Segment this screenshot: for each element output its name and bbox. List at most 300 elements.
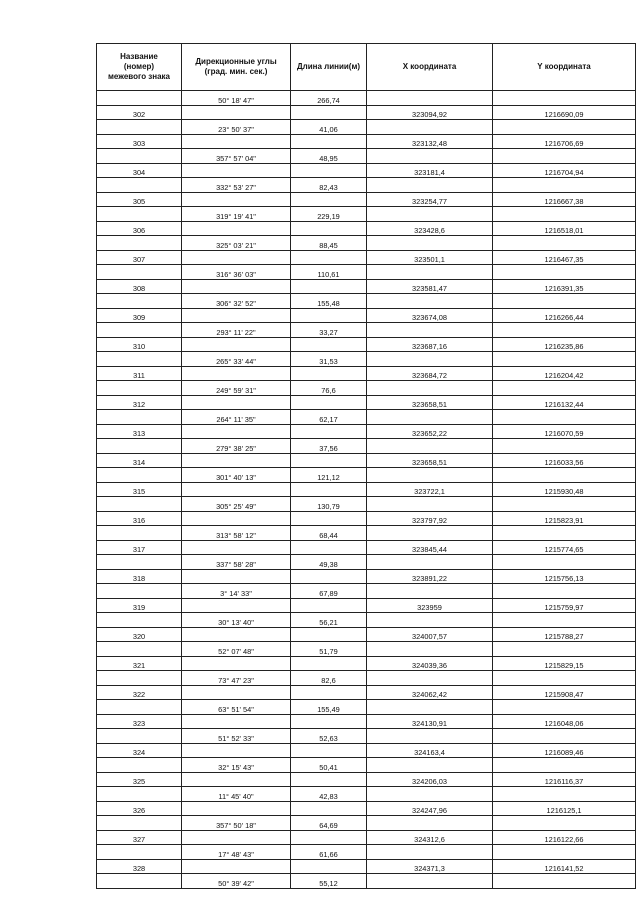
segment-x-cell <box>367 352 493 367</box>
direction-angle: 316° 36' 03" <box>182 265 291 280</box>
segment-point-cell <box>97 787 182 802</box>
segment-point-cell <box>97 178 182 193</box>
point-length-cell <box>291 366 367 381</box>
point-length-cell <box>291 163 367 178</box>
point-id: 309 <box>97 308 182 323</box>
line-length: 229,19 <box>291 207 367 222</box>
segment-row <box>97 642 636 657</box>
segment-point-cell <box>97 845 182 860</box>
segment-point-cell <box>97 323 182 338</box>
x-coordinate: 324371,3 <box>367 859 493 874</box>
segment-y-cell <box>493 323 636 338</box>
point-row <box>97 685 636 700</box>
direction-angle: 249° 59' 31" <box>182 381 291 396</box>
segment-point-cell <box>97 410 182 425</box>
direction-angle: 313° 58' 12" <box>182 526 291 541</box>
segment-y-cell <box>493 816 636 831</box>
x-coordinate: 323845,44 <box>367 540 493 555</box>
point-row <box>97 221 636 236</box>
segment-row <box>97 178 636 193</box>
segment-point-cell <box>97 700 182 715</box>
line-length: 50,41 <box>291 758 367 773</box>
point-row <box>97 540 636 555</box>
segment-y-cell <box>493 294 636 309</box>
segment-row <box>97 91 636 106</box>
point-length-cell <box>291 337 367 352</box>
y-coordinate: 1216048,06 <box>493 714 636 729</box>
point-id: 320 <box>97 627 182 642</box>
point-id: 311 <box>97 366 182 381</box>
x-coordinate: 323687,16 <box>367 337 493 352</box>
point-row <box>97 598 636 613</box>
y-coordinate: 1215823,91 <box>493 511 636 526</box>
segment-row <box>97 294 636 309</box>
point-angle-cell <box>182 801 291 816</box>
point-angle-cell <box>182 511 291 526</box>
point-row <box>97 308 636 323</box>
segment-point-cell <box>97 236 182 251</box>
point-id: 315 <box>97 482 182 497</box>
y-coordinate: 1216467,35 <box>493 250 636 265</box>
point-id: 321 <box>97 656 182 671</box>
x-coordinate: 323959 <box>367 598 493 613</box>
y-coordinate: 1216204,42 <box>493 366 636 381</box>
point-angle-cell <box>182 308 291 323</box>
segment-point-cell <box>97 149 182 164</box>
x-coordinate: 323254,77 <box>367 192 493 207</box>
x-coordinate: 323658,51 <box>367 453 493 468</box>
segment-x-cell <box>367 207 493 222</box>
y-coordinate: 1216690,09 <box>493 105 636 120</box>
segment-row <box>97 729 636 744</box>
point-length-cell <box>291 279 367 294</box>
direction-angle: 17° 48' 43" <box>182 845 291 860</box>
segment-row <box>97 265 636 280</box>
segment-x-cell <box>367 584 493 599</box>
segment-point-cell <box>97 294 182 309</box>
point-length-cell <box>291 685 367 700</box>
line-length: 82,6 <box>291 671 367 686</box>
segment-x-cell <box>367 729 493 744</box>
segment-y-cell <box>493 120 636 135</box>
point-id: 319 <box>97 598 182 613</box>
direction-angle: 3° 14' 33" <box>182 584 291 599</box>
point-row <box>97 250 636 265</box>
segment-y-cell <box>493 381 636 396</box>
header-length: Длина линии(м) <box>291 44 367 91</box>
segment-y-cell <box>493 874 636 889</box>
x-coordinate: 323684,72 <box>367 366 493 381</box>
point-row <box>97 656 636 671</box>
segment-x-cell <box>367 555 493 570</box>
y-coordinate: 1216391,35 <box>493 279 636 294</box>
x-coordinate: 324312,6 <box>367 830 493 845</box>
line-length: 48,95 <box>291 149 367 164</box>
direction-angle: 63° 51' 54" <box>182 700 291 715</box>
point-angle-cell <box>182 192 291 207</box>
line-length: 62,17 <box>291 410 367 425</box>
segment-y-cell <box>493 410 636 425</box>
line-length: 76,6 <box>291 381 367 396</box>
x-coordinate: 323891,22 <box>367 569 493 584</box>
point-angle-cell <box>182 221 291 236</box>
x-coordinate: 323094,92 <box>367 105 493 120</box>
point-length-cell <box>291 540 367 555</box>
segment-row <box>97 120 636 135</box>
x-coordinate: 323658,51 <box>367 395 493 410</box>
point-angle-cell <box>182 598 291 613</box>
x-coordinate: 323581,47 <box>367 279 493 294</box>
point-angle-cell <box>182 859 291 874</box>
point-length-cell <box>291 656 367 671</box>
segment-y-cell <box>493 468 636 483</box>
segment-y-cell <box>493 584 636 599</box>
segment-row <box>97 874 636 889</box>
table-header <box>97 44 636 91</box>
segment-y-cell <box>493 149 636 164</box>
point-angle-cell <box>182 105 291 120</box>
segment-row <box>97 671 636 686</box>
x-coordinate: 323722,1 <box>367 482 493 497</box>
point-angle-cell <box>182 337 291 352</box>
direction-angle: 357° 57' 04" <box>182 149 291 164</box>
segment-row <box>97 207 636 222</box>
segment-x-cell <box>367 671 493 686</box>
point-row <box>97 714 636 729</box>
x-coordinate: 323428,6 <box>367 221 493 236</box>
point-angle-cell <box>182 250 291 265</box>
segment-point-cell <box>97 381 182 396</box>
segment-x-cell <box>367 120 493 135</box>
direction-angle: 11° 45' 40" <box>182 787 291 802</box>
header-name-line1: Название <box>120 52 158 61</box>
direction-angle: 52° 07' 48" <box>182 642 291 657</box>
line-length: 67,89 <box>291 584 367 599</box>
point-length-cell <box>291 627 367 642</box>
point-row <box>97 453 636 468</box>
segment-y-cell <box>493 613 636 628</box>
point-length-cell <box>291 598 367 613</box>
point-length-cell <box>291 221 367 236</box>
point-length-cell <box>291 192 367 207</box>
x-coordinate: 324007,57 <box>367 627 493 642</box>
direction-angle: 265° 33' 44" <box>182 352 291 367</box>
segment-row <box>97 468 636 483</box>
segment-y-cell <box>493 91 636 106</box>
direction-angle: 332° 53' 27" <box>182 178 291 193</box>
point-row <box>97 627 636 642</box>
point-angle-cell <box>182 134 291 149</box>
point-id: 328 <box>97 859 182 874</box>
segment-point-cell <box>97 613 182 628</box>
segment-y-cell <box>493 236 636 251</box>
x-coordinate: 324247,96 <box>367 801 493 816</box>
point-angle-cell <box>182 482 291 497</box>
segment-y-cell <box>493 729 636 744</box>
line-length: 33,27 <box>291 323 367 338</box>
segment-row <box>97 236 636 251</box>
y-coordinate: 1215756,13 <box>493 569 636 584</box>
point-row <box>97 337 636 352</box>
y-coordinate: 1216704,94 <box>493 163 636 178</box>
direction-angle: 319° 19' 41" <box>182 207 291 222</box>
point-length-cell <box>291 743 367 758</box>
segment-x-cell <box>367 468 493 483</box>
direction-angle: 337° 58' 28" <box>182 555 291 570</box>
y-coordinate: 1216070,59 <box>493 424 636 439</box>
point-length-cell <box>291 859 367 874</box>
point-row <box>97 192 636 207</box>
y-coordinate: 1216122,66 <box>493 830 636 845</box>
direction-angle: 264° 11' 35" <box>182 410 291 425</box>
segment-point-cell <box>97 497 182 512</box>
y-coordinate: 1216116,37 <box>493 772 636 787</box>
line-length: 68,44 <box>291 526 367 541</box>
point-id: 327 <box>97 830 182 845</box>
y-coordinate: 1216132,44 <box>493 395 636 410</box>
point-length-cell <box>291 250 367 265</box>
segment-point-cell <box>97 874 182 889</box>
point-row <box>97 859 636 874</box>
point-length-cell <box>291 772 367 787</box>
y-coordinate: 1215774,65 <box>493 540 636 555</box>
segment-x-cell <box>367 178 493 193</box>
segment-x-cell <box>367 526 493 541</box>
point-id: 318 <box>97 569 182 584</box>
segment-y-cell <box>493 497 636 512</box>
point-row <box>97 830 636 845</box>
x-coordinate: 323132,48 <box>367 134 493 149</box>
header-name-line2: (номер) <box>123 62 155 71</box>
line-length: 51,79 <box>291 642 367 657</box>
y-coordinate: 1216235,86 <box>493 337 636 352</box>
point-row <box>97 105 636 120</box>
segment-y-cell <box>493 439 636 454</box>
segment-point-cell <box>97 671 182 686</box>
point-length-cell <box>291 569 367 584</box>
point-length-cell <box>291 714 367 729</box>
line-length: 266,74 <box>291 91 367 106</box>
point-length-cell <box>291 830 367 845</box>
segment-y-cell <box>493 207 636 222</box>
y-coordinate: 1215930,48 <box>493 482 636 497</box>
segment-row <box>97 381 636 396</box>
point-row <box>97 511 636 526</box>
segment-point-cell <box>97 468 182 483</box>
direction-angle: 50° 18' 47" <box>182 91 291 106</box>
point-angle-cell <box>182 453 291 468</box>
line-length: 42,83 <box>291 787 367 802</box>
point-length-cell <box>291 395 367 410</box>
segment-point-cell <box>97 758 182 773</box>
segment-point-cell <box>97 555 182 570</box>
direction-angle: 30° 13' 40" <box>182 613 291 628</box>
line-length: 121,12 <box>291 468 367 483</box>
point-length-cell <box>291 482 367 497</box>
line-length: 37,56 <box>291 439 367 454</box>
line-length: 61,66 <box>291 845 367 860</box>
point-angle-cell <box>182 714 291 729</box>
point-length-cell <box>291 134 367 149</box>
point-id: 317 <box>97 540 182 555</box>
segment-row <box>97 410 636 425</box>
y-coordinate: 1216266,44 <box>493 308 636 323</box>
segment-x-cell <box>367 700 493 715</box>
segment-x-cell <box>367 642 493 657</box>
segment-x-cell <box>367 381 493 396</box>
x-coordinate: 324130,91 <box>367 714 493 729</box>
y-coordinate: 1216125,1 <box>493 801 636 816</box>
y-coordinate: 1215759,97 <box>493 598 636 613</box>
point-id: 305 <box>97 192 182 207</box>
point-angle-cell <box>182 540 291 555</box>
point-row <box>97 743 636 758</box>
point-angle-cell <box>182 830 291 845</box>
point-row <box>97 424 636 439</box>
x-coordinate: 323652,22 <box>367 424 493 439</box>
segment-x-cell <box>367 236 493 251</box>
line-length: 88,45 <box>291 236 367 251</box>
y-coordinate: 1215829,15 <box>493 656 636 671</box>
y-coordinate: 1216518,01 <box>493 221 636 236</box>
segment-row <box>97 555 636 570</box>
segment-y-cell <box>493 178 636 193</box>
segment-x-cell <box>367 265 493 280</box>
segment-row <box>97 497 636 512</box>
point-length-cell <box>291 511 367 526</box>
segment-row <box>97 613 636 628</box>
segment-x-cell <box>367 787 493 802</box>
point-angle-cell <box>182 569 291 584</box>
direction-angle: 305° 25' 49" <box>182 497 291 512</box>
segment-x-cell <box>367 758 493 773</box>
segment-y-cell <box>493 526 636 541</box>
y-coordinate: 1215908,47 <box>493 685 636 700</box>
header-name <box>97 44 182 91</box>
point-id: 306 <box>97 221 182 236</box>
point-angle-cell <box>182 656 291 671</box>
segment-point-cell <box>97 526 182 541</box>
point-length-cell <box>291 105 367 120</box>
header-x: X координата <box>367 44 493 91</box>
point-id: 325 <box>97 772 182 787</box>
segment-y-cell <box>493 671 636 686</box>
point-length-cell <box>291 424 367 439</box>
segment-point-cell <box>97 120 182 135</box>
segment-point-cell <box>97 352 182 367</box>
x-coordinate: 323797,92 <box>367 511 493 526</box>
segment-y-cell <box>493 265 636 280</box>
segment-x-cell <box>367 845 493 860</box>
point-id: 303 <box>97 134 182 149</box>
line-length: 64,69 <box>291 816 367 831</box>
point-row <box>97 366 636 381</box>
point-angle-cell <box>182 424 291 439</box>
segment-row <box>97 787 636 802</box>
point-angle-cell <box>182 743 291 758</box>
point-id: 326 <box>97 801 182 816</box>
point-row <box>97 279 636 294</box>
point-row <box>97 801 636 816</box>
segment-row <box>97 845 636 860</box>
direction-angle: 73° 47' 23" <box>182 671 291 686</box>
point-id: 316 <box>97 511 182 526</box>
segment-y-cell <box>493 700 636 715</box>
y-coordinate: 1216033,56 <box>493 453 636 468</box>
table-body <box>97 91 636 889</box>
point-row <box>97 569 636 584</box>
y-coordinate: 1215788,27 <box>493 627 636 642</box>
coordinates-table <box>96 43 636 889</box>
segment-y-cell <box>493 787 636 802</box>
segment-x-cell <box>367 410 493 425</box>
y-coordinate: 1216141,52 <box>493 859 636 874</box>
segment-row <box>97 323 636 338</box>
line-length: 155,48 <box>291 294 367 309</box>
point-angle-cell <box>182 279 291 294</box>
point-angle-cell <box>182 163 291 178</box>
point-length-cell <box>291 453 367 468</box>
segment-y-cell <box>493 352 636 367</box>
direction-angle: 32° 15' 43" <box>182 758 291 773</box>
segment-x-cell <box>367 294 493 309</box>
point-angle-cell <box>182 395 291 410</box>
line-length: 41,06 <box>291 120 367 135</box>
header-angles-line2: (град. мин. сек.) <box>204 67 268 76</box>
point-id: 308 <box>97 279 182 294</box>
point-id: 313 <box>97 424 182 439</box>
segment-x-cell <box>367 874 493 889</box>
header-angles-line1: Дирекционные углы <box>195 57 277 66</box>
x-coordinate: 324062,42 <box>367 685 493 700</box>
header-name-line3: межевого знака <box>107 72 171 81</box>
segment-row <box>97 352 636 367</box>
point-angle-cell <box>182 772 291 787</box>
point-angle-cell <box>182 366 291 381</box>
point-id: 323 <box>97 714 182 729</box>
point-angle-cell <box>182 685 291 700</box>
segment-point-cell <box>97 91 182 106</box>
line-length: 130,79 <box>291 497 367 512</box>
point-row <box>97 482 636 497</box>
line-length: 31,53 <box>291 352 367 367</box>
direction-angle: 50° 39' 42" <box>182 874 291 889</box>
point-id: 312 <box>97 395 182 410</box>
segment-x-cell <box>367 439 493 454</box>
line-length: 82,43 <box>291 178 367 193</box>
segment-row <box>97 816 636 831</box>
direction-angle: 23° 50' 37" <box>182 120 291 135</box>
x-coordinate: 323181,4 <box>367 163 493 178</box>
segment-x-cell <box>367 816 493 831</box>
direction-angle: 293° 11' 22" <box>182 323 291 338</box>
segment-y-cell <box>493 845 636 860</box>
header-y: Y координата <box>493 44 636 91</box>
y-coordinate: 1216089,46 <box>493 743 636 758</box>
segment-x-cell <box>367 149 493 164</box>
point-angle-cell <box>182 627 291 642</box>
direction-angle: 51° 52' 33" <box>182 729 291 744</box>
segment-row <box>97 149 636 164</box>
point-row <box>97 772 636 787</box>
point-id: 322 <box>97 685 182 700</box>
direction-angle: 306° 32' 52" <box>182 294 291 309</box>
segment-point-cell <box>97 207 182 222</box>
segment-point-cell <box>97 439 182 454</box>
y-coordinate: 1216706,69 <box>493 134 636 149</box>
line-length: 55,12 <box>291 874 367 889</box>
line-length: 155,49 <box>291 700 367 715</box>
